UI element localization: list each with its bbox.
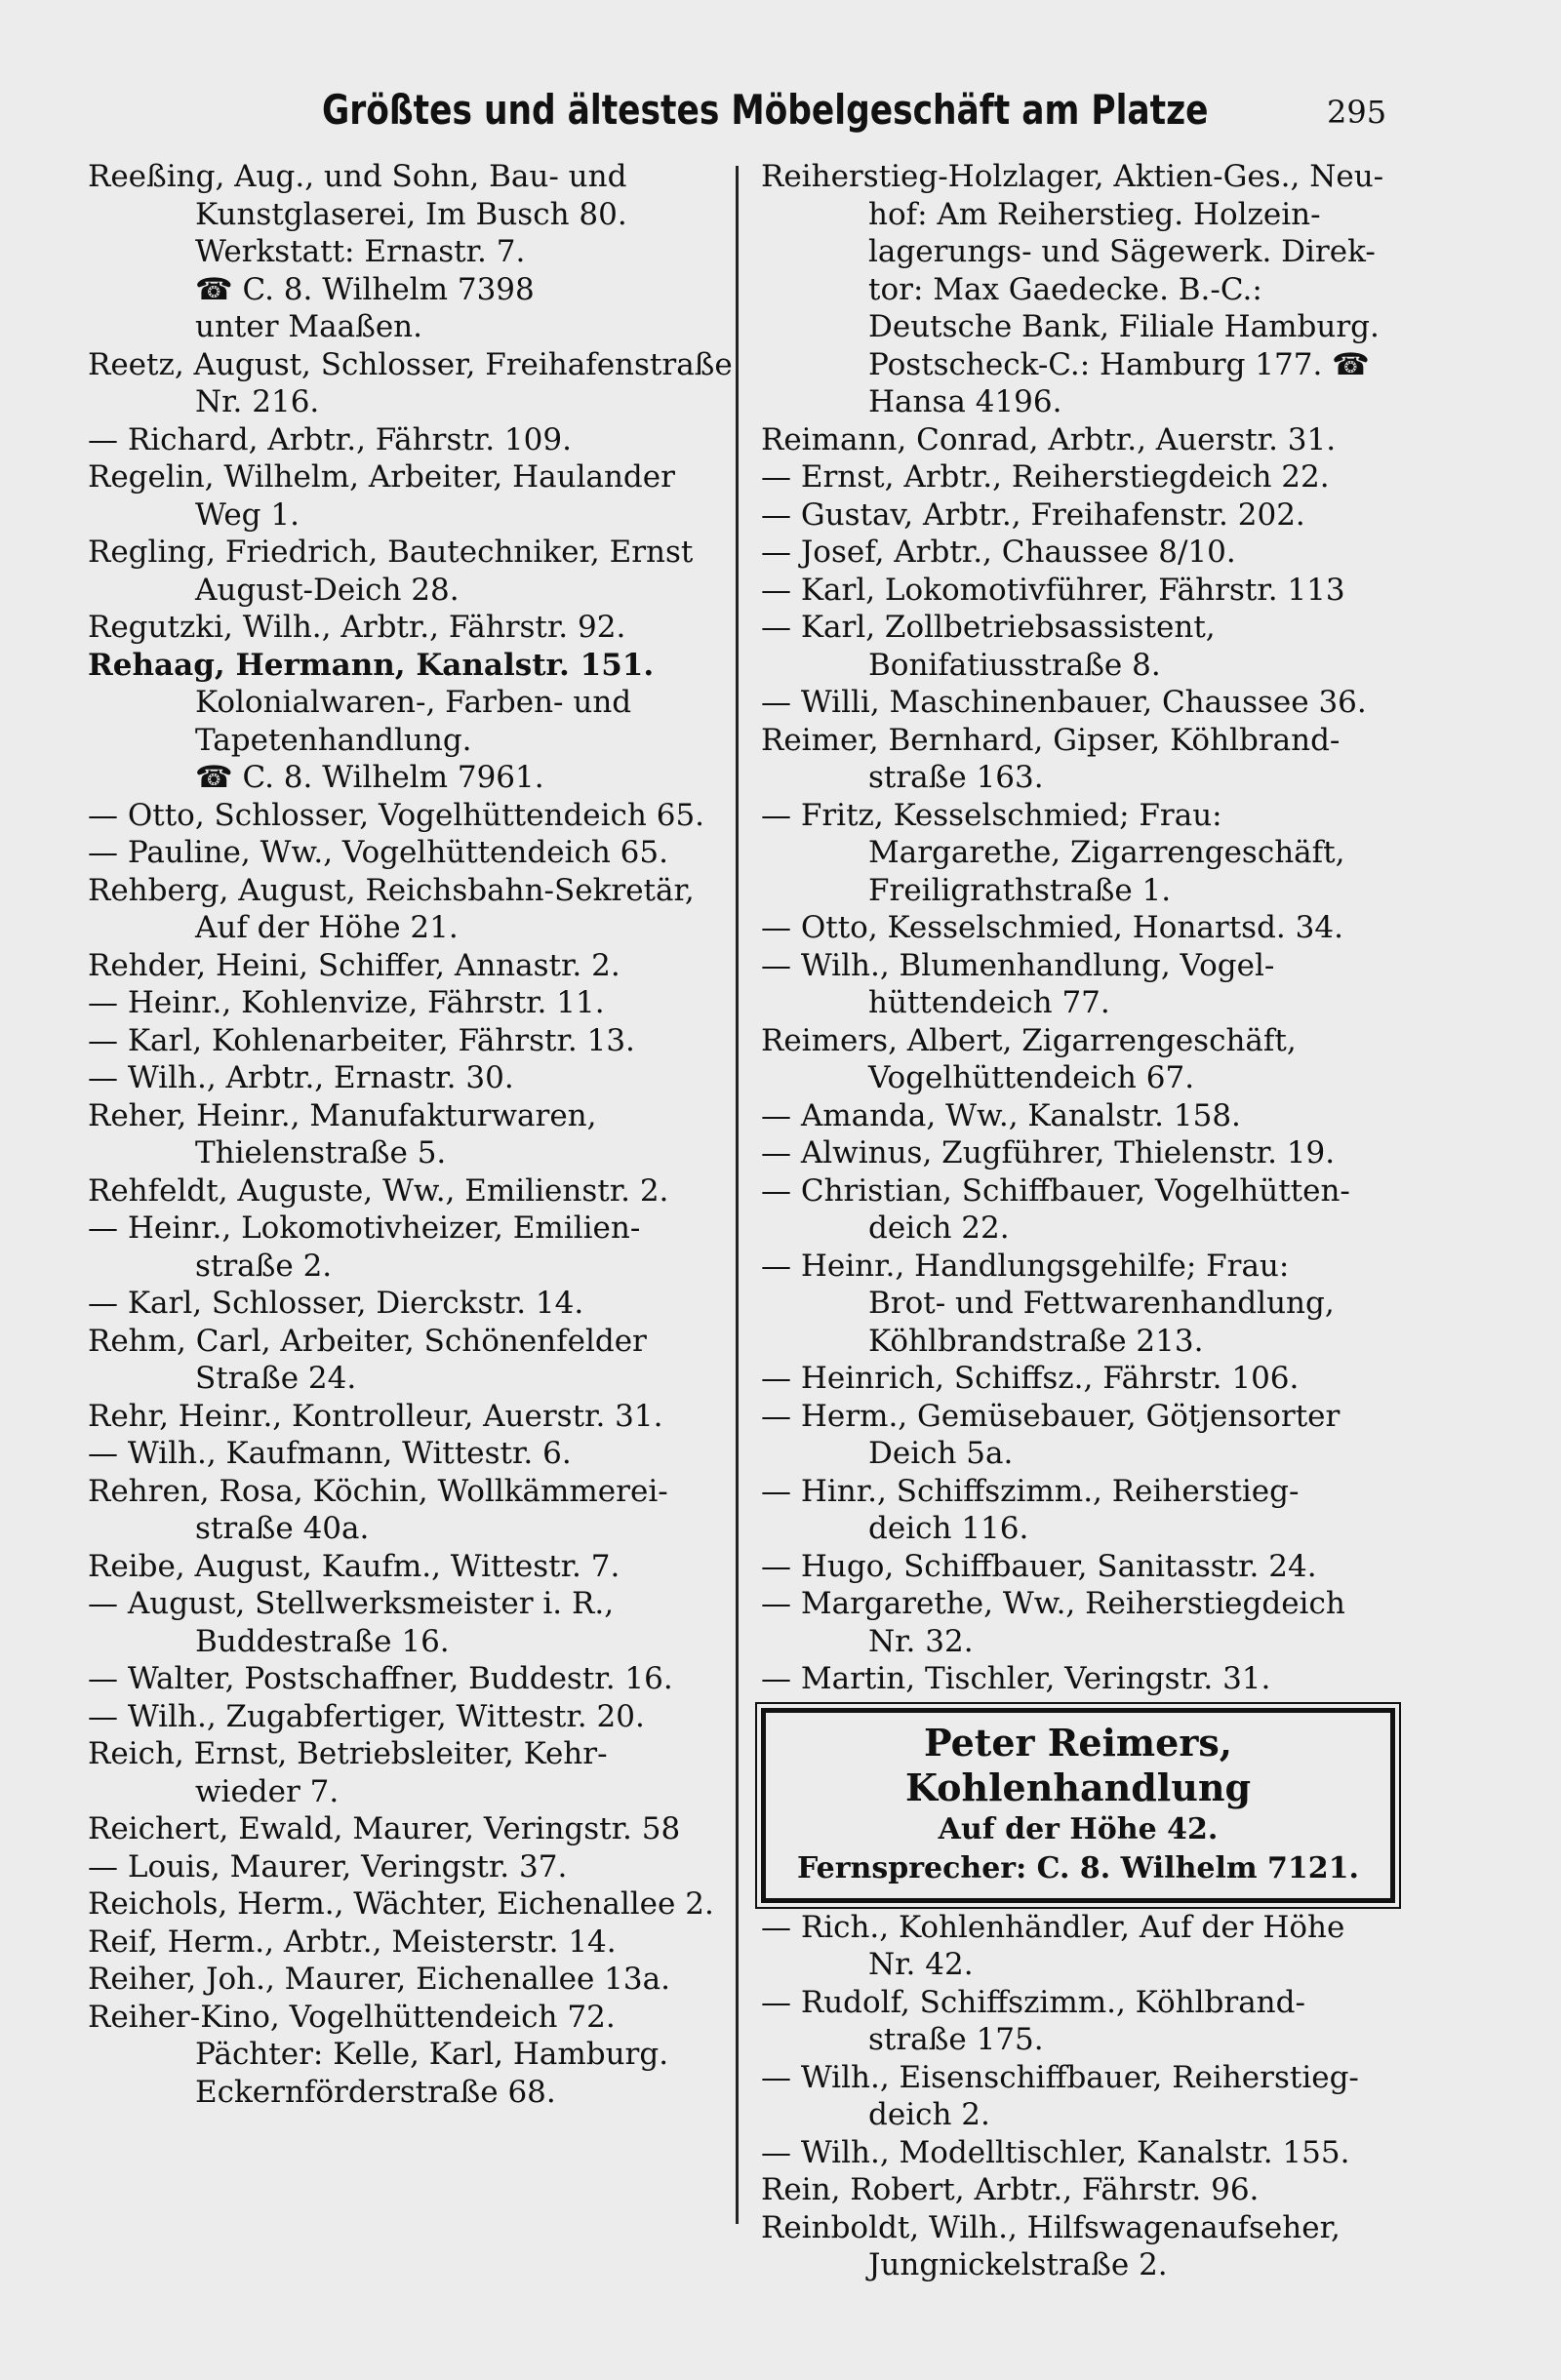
entry-continuation-line: Deutsche Bank, Filiale Hamburg. [868, 309, 1380, 344]
entry-line: — Karl, Lokomotivführer, Fährstr. 113 [761, 572, 1345, 608]
advertisement-box [761, 1708, 1395, 1903]
directory-entry [88, 1698, 722, 1736]
directory-entry [88, 1999, 722, 2112]
entry-line: Rehberg, August, Reichsbahn-Sekretär, [88, 872, 695, 908]
entry-continuation-line: Hansa 4196. [868, 384, 1062, 419]
directory-entry [761, 1398, 1400, 1473]
directory-entry [88, 834, 722, 872]
directory-entry [88, 1097, 722, 1172]
directory-entry [88, 1924, 722, 1962]
directory-entry [761, 1360, 1400, 1398]
directory-entry [761, 2134, 1400, 2172]
right-column-entries [761, 158, 1400, 1698]
advertisement-address: Auf der Höhe 42. [938, 1811, 1219, 1846]
entry-line: Reeßing, Aug., und Sohn, Bau- und [88, 159, 627, 194]
directory-entry [761, 1097, 1400, 1135]
entry-line: — Amanda, Ww., Kanalstr. 158. [761, 1097, 1241, 1133]
entry-continuation-line: Thielenstraße 5. [195, 1135, 447, 1170]
entry-line: — Wilh., Arbtr., Ernastr. 30. [88, 1060, 514, 1095]
directory-entry [88, 947, 722, 985]
entry-line: — Rudolf, Schiffszimm., Köhlbrand- [761, 1984, 1305, 2020]
entry-line: — Rich., Kohlenhändler, Auf der Höhe [761, 1909, 1345, 1945]
entry-line: — Hinr., Schiffszimm., Reiherstieg- [761, 1473, 1300, 1509]
entry-line: Reich, Ernst, Betriebsleiter, Kehr- [88, 1736, 608, 1771]
entry-continuation-line: deich 116. [868, 1511, 1029, 1546]
directory-entry [761, 1473, 1400, 1548]
directory-entry [761, 947, 1400, 1022]
directory-entry [761, 1548, 1400, 1586]
directory-entry [761, 572, 1400, 610]
entry-line: Regling, Friedrich, Bautechniker, Ernst [88, 535, 694, 570]
left-column [88, 158, 733, 2111]
directory-entry [88, 797, 722, 835]
entry-line: Reif, Herm., Arbtr., Meisterstr. 14. [88, 1924, 617, 1960]
entry-continuation-line: Buddestraße 16. [195, 1623, 450, 1659]
entry-line: Rein, Robert, Arbtr., Fährstr. 96. [761, 2172, 1260, 2207]
entry-line: Rehaag, Hermann, Kanalstr. 151. [88, 647, 655, 683]
entry-continuation-line: Jungnickelstraße 2. [868, 2247, 1168, 2282]
entry-continuation-line: Freiligrathstraße 1. [868, 872, 1172, 908]
right-column-entries-after-ad [761, 1909, 1400, 2284]
page-title: Größtes und ältestes Möbelgeschäft am Platze [322, 86, 1209, 134]
directory-entry [88, 1398, 722, 1436]
entry-continuation-line: Kunstglaserei, Im Busch 80. [195, 196, 627, 232]
entry-continuation-line: Straße 24. [195, 1361, 357, 1396]
entry-continuation-line: straße 2. [195, 1248, 333, 1284]
directory-entry [88, 647, 722, 797]
directory-entry [761, 1172, 1400, 1248]
entry-continuation-line: ☎ C. 8. Wilhelm 7961. [195, 760, 544, 795]
entry-line: — Richard, Arbtr., Fährstr. 109. [88, 421, 572, 457]
directory-entry [761, 1660, 1400, 1698]
entry-continuation-line: Nr. 42. [868, 1947, 974, 1982]
advertisement-phone: Fernsprecher: C. 8. Wilhelm 7121. [797, 1850, 1359, 1885]
entry-line: Rehder, Heini, Schiffer, Annastr. 2. [88, 947, 620, 983]
directory-entry [88, 1660, 722, 1698]
entry-line: — Walter, Postschaffner, Buddestr. 16. [88, 1661, 673, 1696]
directory-entry [88, 1323, 722, 1398]
directory-entry [88, 1285, 722, 1323]
entry-line: Regutzki, Wilh., Arbtr., Fährstr. 92. [88, 610, 626, 645]
directory-entry [761, 1984, 1400, 2059]
entry-line: — Wilh., Eisenschiffbauer, Reiherstieg- [761, 2059, 1359, 2095]
entry-continuation-line: straße 163. [868, 760, 1044, 795]
entry-continuation-line: Postscheck-C.: Hamburg 177. ☎ [868, 346, 1370, 382]
entry-line: Rehfeldt, Auguste, Ww., Emilienstr. 2. [88, 1172, 669, 1209]
directory-entry [761, 684, 1400, 722]
column-divider [736, 166, 739, 2224]
entry-continuation-line: Tapetenhandlung. [195, 722, 472, 758]
entry-continuation-line: tor: Max Gaedecke. B.-C.: [868, 271, 1262, 307]
directory-entry [761, 722, 1400, 797]
entry-line: Regelin, Wilhelm, Arbeiter, Haulander [88, 459, 675, 495]
directory-entry [761, 2059, 1400, 2134]
entry-continuation-line: hüttendeich 77. [868, 985, 1110, 1020]
entry-continuation-line: Werkstatt: Ernastr. 7. [195, 234, 526, 269]
entry-line: Reibe, August, Kaufm., Wittestr. 7. [88, 1548, 620, 1584]
entry-line: — Willi, Maschinenbauer, Chaussee 36. [761, 685, 1367, 720]
directory-entry [761, 496, 1400, 535]
entry-continuation-line: Deich 5a. [868, 1436, 1014, 1471]
directory-entry [88, 346, 733, 421]
entry-continuation-line: Vogelhüttendeich 67. [868, 1060, 1195, 1095]
entry-continuation-line: straße 175. [868, 2022, 1044, 2057]
directory-entry [88, 1210, 722, 1285]
entry-line: — Pauline, Ww., Vogelhüttendeich 65. [88, 835, 668, 870]
entry-line: — Margarethe, Ww., Reiherstiegdeich [761, 1586, 1345, 1621]
entry-line: Reichols, Herm., Wächter, Eichenallee 2. [88, 1886, 714, 1922]
directory-entry [761, 1022, 1400, 1097]
entry-line: — Louis, Maurer, Veringstr. 37. [88, 1848, 568, 1884]
directory-entry [761, 421, 1400, 459]
entry-line: Reimers, Albert, Zigarrengeschäft, [761, 1022, 1297, 1058]
directory-entry [88, 1885, 722, 1924]
directory-entry [88, 1059, 722, 1097]
entry-line: — Otto, Schlosser, Vogelhüttendeich 65. [88, 797, 705, 833]
entry-line: Reinboldt, Wilh., Hilfswagenaufseher, [761, 2209, 1341, 2245]
right-column [761, 158, 1400, 2284]
entry-line: — Martin, Tischler, Veringstr. 31. [761, 1661, 1271, 1696]
directory-entry [88, 609, 722, 647]
directory-entry [88, 1548, 722, 1586]
entry-line: Rehren, Rosa, Köchin, Wollkämmerei- [88, 1473, 668, 1509]
entry-line: Rehr, Heinr., Kontrolleur, Auerstr. 31. [88, 1398, 663, 1434]
entry-line: Reiherstieg-Holzlager, Aktien-Ges., Neu- [761, 159, 1384, 194]
directory-entry [88, 1473, 722, 1548]
directory-entry [88, 458, 722, 534]
directory-entry [761, 1909, 1400, 1984]
directory-entry [761, 1248, 1400, 1361]
directory-entry [88, 1735, 722, 1810]
directory-entry [88, 872, 722, 947]
entry-line: Reimer, Bernhard, Gipser, Köhlbrand- [761, 722, 1341, 758]
directory-entry [761, 2171, 1400, 2209]
entry-line: — Wilh., Zugabfertiger, Wittestr. 20. [88, 1698, 645, 1734]
directory-entry [88, 1172, 722, 1210]
entry-continuation-line: deich 2. [868, 2097, 990, 2132]
entry-line: — Fritz, Kesselschmied; Frau: [761, 797, 1222, 833]
directory-entry [88, 158, 722, 346]
entry-line: — August, Stellwerksmeister i. R., [88, 1586, 615, 1621]
entry-continuation-line: Auf der Höhe 21. [195, 910, 459, 945]
directory-entry [761, 458, 1400, 496]
entry-line: — Gustav, Arbtr., Freihafenstr. 202. [761, 496, 1305, 533]
entry-continuation-line: Bonifatiusstraße 8. [868, 647, 1161, 683]
entry-continuation-line: Brot- und Fettwarenhandlung, [868, 1286, 1335, 1321]
entry-line: Reimann, Conrad, Arbtr., Auerstr. 31. [761, 421, 1337, 457]
directory-entry [88, 984, 722, 1022]
entry-continuation-line: Weg 1. [195, 496, 300, 533]
entry-continuation-line: wieder 7. [195, 1773, 340, 1809]
entry-line: Reichert, Ewald, Maurer, Veringstr. 58 [88, 1811, 681, 1846]
page-header [0, 86, 1561, 146]
entry-line: — Karl, Zollbetriebsassistent, [761, 610, 1216, 645]
entry-continuation-line: hof: Am Reiherstieg. Holzein- [868, 196, 1321, 232]
entry-continuation-line: Kolonialwaren-, Farben- und [195, 685, 632, 720]
entry-line: Reiher, Joh., Maurer, Eichenallee 13a. [88, 1962, 670, 1997]
directory-entry [88, 1435, 722, 1473]
directory-entry [761, 158, 1400, 421]
entry-line: — Heinrich, Schiffsz., Fährstr. 106. [761, 1361, 1300, 1396]
entry-line: — Heinr., Handlungsgehilfe; Frau: [761, 1248, 1290, 1284]
entry-line: — Herm., Gemüsebauer, Götjensorter [761, 1398, 1341, 1434]
entry-line: — Karl, Kohlenarbeiter, Fährstr. 13. [88, 1022, 635, 1058]
entry-line: Reiher-Kino, Vogelhüttendeich 72. [88, 1999, 616, 2035]
entry-line: — Karl, Schlosser, Dierckstr. 14. [88, 1286, 584, 1321]
directory-entry [88, 1022, 722, 1060]
entry-continuation-line: Nr. 32. [868, 1623, 974, 1659]
entry-continuation-line: straße 40a. [195, 1511, 370, 1546]
entry-continuation-line: Pächter: Kelle, Karl, Hamburg. [195, 2037, 669, 2072]
directory-entry [761, 534, 1400, 572]
entry-line: — Wilh., Kaufmann, Wittestr. 6. [88, 1436, 572, 1471]
directory-entry [88, 1810, 722, 1848]
entry-continuation-line: Köhlbrandstraße 213. [868, 1323, 1204, 1359]
entry-line: — Wilh., Blumenhandlung, Vogel- [761, 947, 1275, 983]
entry-line: — Ernst, Arbtr., Reiherstiegdeich 22. [761, 459, 1330, 495]
entry-line: — Otto, Kesselschmied, Honartsd. 34. [761, 910, 1343, 945]
entry-line: — Hugo, Schiffbauer, Sanitasstr. 24. [761, 1548, 1317, 1584]
advertisement-name: Peter Reimers, Kohlenhandlung [904, 1720, 1252, 1809]
entry-line: Reetz, August, Schlosser, Freihafenstraße [88, 346, 733, 382]
entry-line: — Heinr., Kohlenvize, Fährstr. 11. [88, 985, 605, 1020]
entry-line: Rehm, Carl, Arbeiter, Schönenfelder [88, 1323, 647, 1359]
directory-entry [761, 1585, 1400, 1660]
directory-entry [761, 1134, 1400, 1172]
entry-line: Reher, Heinr., Manufakturwaren, [88, 1097, 597, 1133]
directory-entry [88, 421, 722, 459]
entry-continuation-line: lagerungs- und Sägewerk. Direk- [868, 234, 1376, 269]
entry-continuation-line: Margarethe, Zigarrengeschäft, [868, 835, 1345, 870]
entry-line: — Heinr., Lokomotivheizer, Emilien- [88, 1210, 641, 1246]
entry-continuation-line: Nr. 216. [195, 384, 320, 419]
entry-continuation-line: unter Maaßen. [195, 309, 422, 344]
directory-entry [761, 609, 1400, 684]
directory-entry [88, 1961, 722, 1999]
directory-entry [761, 2209, 1400, 2284]
directory-entry [88, 1585, 722, 1660]
entry-line: — Wilh., Modelltischler, Kanalstr. 155. [761, 2134, 1350, 2170]
entry-continuation-line: deich 22. [868, 1210, 1010, 1246]
page-number: 295 [1327, 94, 1387, 131]
directory-entry [761, 909, 1400, 947]
directory-entry [761, 797, 1400, 910]
entry-line: — Christian, Schiffbauer, Vogelhütten- [761, 1172, 1350, 1209]
directory-entry [88, 1848, 722, 1886]
directory-entry [88, 534, 722, 609]
entry-continuation-line: ☎ C. 8. Wilhelm 7398 [195, 271, 535, 307]
entry-continuation-line: August-Deich 28. [195, 572, 460, 608]
entry-line: — Josef, Arbtr., Chaussee 8/10. [761, 535, 1236, 570]
entry-line: — Alwinus, Zugführer, Thielenstr. 19. [761, 1135, 1336, 1170]
entry-continuation-line: Eckernförderstraße 68. [195, 2074, 556, 2110]
